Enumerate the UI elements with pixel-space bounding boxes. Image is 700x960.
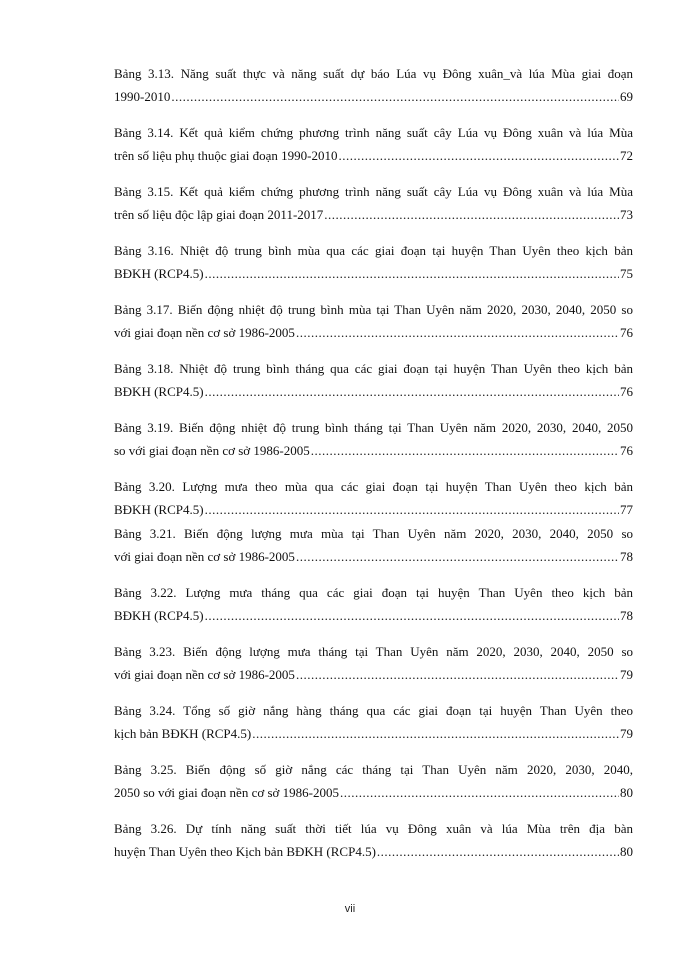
toc-entry-title-cont: BĐKH (RCP4.5) xyxy=(114,266,204,281)
toc-page-number: 72 xyxy=(620,148,633,163)
page-number: vii xyxy=(344,903,356,915)
toc-entry-title-cont: BĐKH (RCP4.5) xyxy=(114,384,204,399)
toc-entry-3-14[interactable] xyxy=(114,121,633,167)
toc-entry-title: Bảng 3.25. Biến động số giờ nắng các tháng tại Than Uyên năm 2020, 2030, 2040, xyxy=(114,762,633,777)
toc-entry-3-18[interactable] xyxy=(114,357,633,403)
toc-entry-3-21[interactable] xyxy=(114,522,633,568)
toc-entry-3-17[interactable] xyxy=(114,298,633,344)
toc-entry-title: Bảng 3.21. Biến động lượng mưa mùa tại Than Uyên năm 2020, 2030, 2040, 2050 so xyxy=(114,526,633,541)
toc-page-number: 76 xyxy=(620,384,633,399)
dot-leader xyxy=(296,545,619,568)
toc-page-number: 80 xyxy=(620,785,633,800)
dot-leader xyxy=(296,663,619,686)
dot-leader xyxy=(205,604,619,627)
toc-entry-title-cont: huyện Than Uyên theo Kịch bản BĐKH (RCP4.5) xyxy=(114,844,376,859)
toc-entry-title: Bảng 3.18. Nhiệt độ trung bình tháng qua các giai đoạn tại huyện Than Uyên theo kịch bản xyxy=(114,361,633,376)
toc-entry-title-cont: BĐKH (RCP4.5) xyxy=(114,608,204,623)
toc-entry-3-20[interactable] xyxy=(114,475,633,521)
toc-entry-title-cont: trên số liệu độc lập giai đoạn 2011-2017 xyxy=(114,207,324,222)
toc-entry-title: Bảng 3.13. Năng suất thực và năng suất dự báo Lúa vụ Đông xuân_và lúa Mùa giai đoạn xyxy=(114,66,633,81)
dot-leader xyxy=(377,840,619,863)
toc-entry-3-16[interactable] xyxy=(114,239,633,285)
toc-entry-title: Bảng 3.24. Tổng số giờ nắng hàng tháng qua các giai đoạn tại huyện Than Uyên theo xyxy=(114,703,633,718)
dot-leader xyxy=(296,321,619,344)
dot-leader xyxy=(205,380,619,403)
dot-leader xyxy=(205,262,619,285)
toc-entry-3-22[interactable] xyxy=(114,581,633,627)
dot-leader xyxy=(205,498,619,521)
toc-entry-3-19[interactable] xyxy=(114,416,633,462)
toc-entry-title-cont: với giai đoạn nền cơ sở 1986-2005 xyxy=(114,549,295,564)
toc-entry-title: Bảng 3.16. Nhiệt độ trung bình mùa qua các giai đoạn tại huyện Than Uyên theo kịch bản xyxy=(114,243,633,258)
toc-page-number: 75 xyxy=(620,266,633,281)
toc-entry-3-23[interactable] xyxy=(114,640,633,686)
toc-entry-title: Bảng 3.23. Biến động lượng mưa tháng tại Than Uyên năm 2020, 2030, 2040, 2050 so xyxy=(114,644,633,659)
dot-leader xyxy=(252,722,619,745)
toc-page-number: 69 xyxy=(620,89,633,104)
dot-leader xyxy=(340,781,619,804)
toc-entry-title-cont: BĐKH (RCP4.5) xyxy=(114,502,204,517)
toc-entry-title: Bảng 3.14. Kết quả kiểm chứng phương trình năng suất cây Lúa vụ Đông xuân và lúa Mùa xyxy=(114,125,633,140)
toc-page-number: 78 xyxy=(620,608,633,623)
dot-leader xyxy=(324,203,619,226)
toc-entry-title-cont: trên số liệu phụ thuộc giai đoạn 1990-2010 xyxy=(114,148,338,163)
toc-entry-title-cont: so với giai đoạn nền cơ sở 1986-2005 xyxy=(114,443,310,458)
toc-entry-title: Bảng 3.26. Dự tính năng suất thời tiết lúa vụ Đông xuân và lúa Mùa trên địa bàn xyxy=(114,821,633,836)
dot-leader xyxy=(311,439,619,462)
toc-entry-title-cont: kịch bản BĐKH (RCP4.5) xyxy=(114,726,252,741)
toc-page-number: 76 xyxy=(620,325,633,340)
toc-entry-title: Bảng 3.20. Lượng mưa theo mùa qua các giai đoạn tại huyện Than Uyên theo kịch bản xyxy=(114,479,633,494)
toc-page-number: 78 xyxy=(620,549,633,564)
toc-page-number: 79 xyxy=(620,726,633,741)
toc-entry-title-cont: với giai đoạn nền cơ sở 1986-2005 xyxy=(114,325,295,340)
toc-page-number: 76 xyxy=(620,443,633,458)
toc-entry-3-13[interactable] xyxy=(114,62,633,108)
toc-page-number: 77 xyxy=(620,502,633,517)
dot-leader xyxy=(171,85,619,108)
toc-entry-title-cont: với giai đoạn nền cơ sở 1986-2005 xyxy=(114,667,295,682)
toc-entry-title: Bảng 3.19. Biến động nhiệt độ trung bình tháng tại Than Uyên năm 2020, 2030, 2040, 2050 xyxy=(114,420,633,435)
table-list xyxy=(114,62,633,876)
toc-entry-title-cont: 1990-2010 xyxy=(114,89,171,104)
toc-page-number: 79 xyxy=(620,667,633,682)
toc-entry-3-24[interactable] xyxy=(114,699,633,745)
toc-entry-title: Bảng 3.22. Lượng mưa tháng qua các giai đoạn tại huyện Than Uyên theo kịch bản xyxy=(114,585,633,600)
toc-entry-3-26[interactable] xyxy=(114,817,633,863)
toc-entry-3-25[interactable] xyxy=(114,758,633,804)
toc-entry-title-cont: 2050 so với giai đoạn nền cơ sở 1986-2005 xyxy=(114,785,339,800)
toc-page-number: 80 xyxy=(620,844,633,859)
dot-leader xyxy=(339,144,620,167)
toc-entry-title: Bảng 3.17. Biến động nhiệt độ trung bình mùa tại Than Uyên năm 2020, 2030, 2040, 2050 so xyxy=(114,302,633,317)
toc-page-number: 73 xyxy=(620,207,633,222)
toc-entry-title: Bảng 3.15. Kết quả kiểm chứng phương trình năng suất cây Lúa vụ Đông xuân và lúa Mùa xyxy=(114,184,633,199)
toc-entry-3-15[interactable] xyxy=(114,180,633,226)
